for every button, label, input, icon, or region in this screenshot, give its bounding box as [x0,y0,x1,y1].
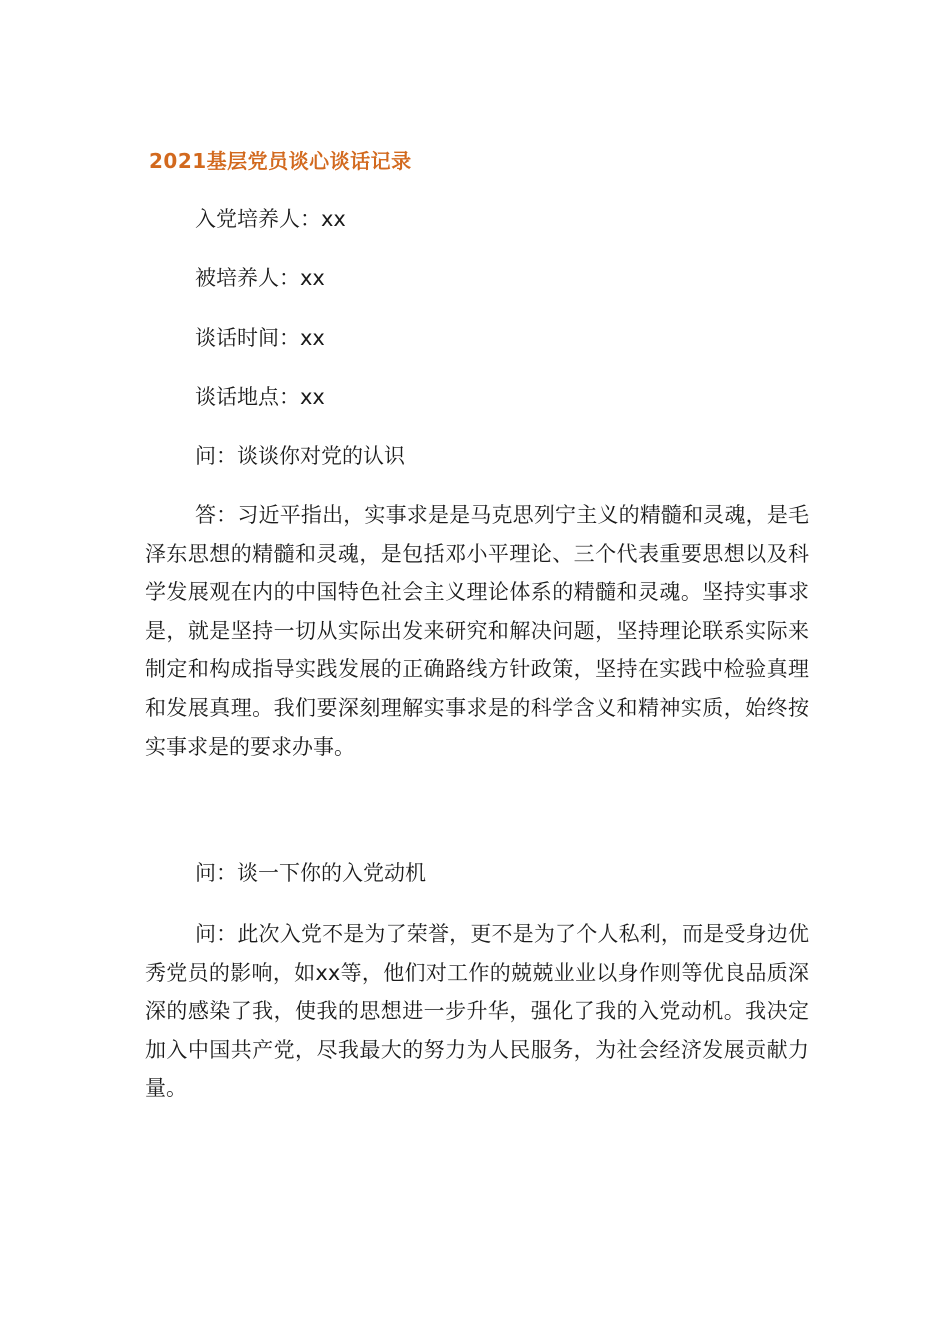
document-title: 2021基层党员谈心谈话记录 [149,149,412,173]
field-talk-location: 谈话地点：xx [195,385,325,409]
field-talk-time: 谈话时间：xx [195,326,325,350]
field-trainer: 入党培养人：xx [195,207,346,231]
question-2: 问：谈一下你的入党动机 [195,861,426,885]
answer-1: 答：习近平指出，实事求是是马克思列宁主义的精髓和灵魂，是毛泽东思想的精髓和灵魂，是包括邓小平理论、三个代表重要思想以及科学发展观在内的中国特色社会主义理论体系的精髓和灵魂。坚持实事求是，就是坚持一切从实际出发来研究和解决问题，坚持理论联系实际来制定和构成指导实践发展的正确路线方针政策，坚持在实践中检验真理和发展真理。我们要深刻理解实事求是的科学含义和精神实质，始终按实事求是的要求办事。 [145,503,809,759]
field-trainee: 被培养人：xx [195,266,325,290]
answer-2: 问：此次入党不是为了荣誉，更不是为了个人私利，而是受身边优秀党员的影响，如xx等，他们对工作的兢兢业业以身作则等优良品质深深的感染了我，使我的思想进一步升华，强化了我的入党动机。我决定加入中国共产党，尽我最大的努力为人民服务，为社会经济发展贡献力量。 [145,922,809,1101]
question-1: 问：谈谈你对党的认识 [195,444,405,468]
